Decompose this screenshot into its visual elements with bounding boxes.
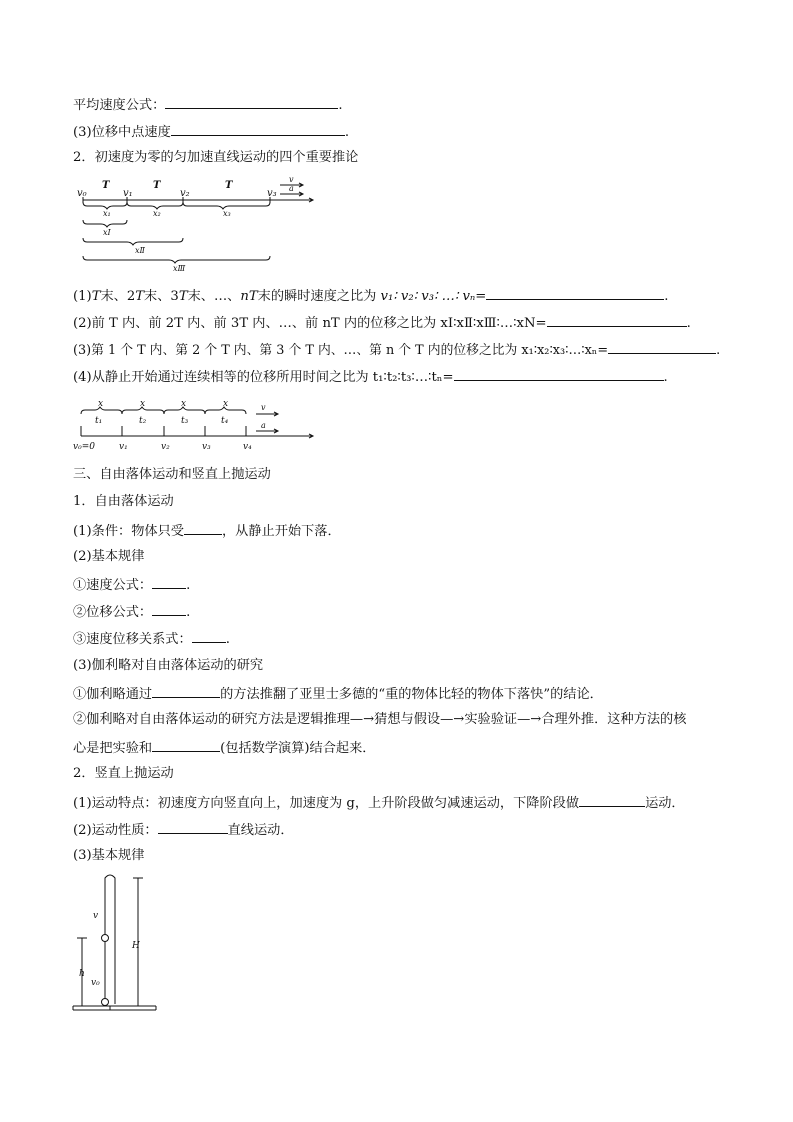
symbol-T: T: [135, 289, 145, 304]
label-v4: v₄: [243, 442, 252, 452]
text: 直线运动．: [227, 823, 294, 838]
label-a: a: [289, 184, 294, 193]
mid-displacement-label: (3)位移中点速度: [73, 125, 171, 140]
answer-blank[interactable]: [152, 683, 220, 698]
inference-4: [73, 366, 668, 388]
answer-blank[interactable]: [152, 601, 186, 616]
label-v2: v₂: [161, 442, 170, 452]
label-v3: v₃: [267, 188, 277, 199]
label-xI: xⅠ: [103, 228, 111, 237]
answer-blank[interactable]: [579, 792, 645, 807]
vertical-throw-nature: [73, 819, 294, 841]
answer-blank[interactable]: [158, 819, 228, 834]
uniform-acceleration-time-diagram: [75, 176, 325, 276]
period: .: [225, 632, 230, 647]
symbol-nT: nT: [240, 289, 258, 304]
text: 末、2: [100, 289, 136, 304]
inference-2-text: (2)前 T 内、前 2T 内、前 3T 内、…、前 nT 内的位移之比为 xⅠ∶xⅡ∶xⅢ∶…∶xN=: [73, 316, 547, 331]
label-t3: t₃: [181, 416, 189, 426]
label-x: x: [98, 399, 104, 409]
text: 末的瞬时速度之比为: [257, 289, 381, 304]
period: .: [186, 578, 191, 593]
basic-laws-heading: (2)基本规律: [73, 549, 145, 564]
text: (1)运动特点：初速度方向竖直向上，加速度为 g，上升阶段做匀减速运动，下降阶段做: [73, 796, 580, 811]
label-t4: t₄: [221, 416, 229, 426]
galileo-item-1: [73, 683, 603, 705]
mid-displacement-line: [73, 121, 349, 143]
label-xIII: xⅢ: [173, 264, 186, 273]
period: .: [186, 605, 191, 620]
label-v: v: [289, 176, 294, 184]
text: 的方法推翻了亚里士多德的“重的物体比轻的物体下落快”的结论．: [220, 687, 603, 702]
answer-blank[interactable]: [152, 574, 186, 589]
label-x2: x₂: [153, 209, 161, 218]
text: 心是把实验和: [73, 741, 153, 756]
answer-blank[interactable]: [608, 339, 716, 354]
label-H: H: [132, 941, 140, 951]
label-v: v: [93, 911, 99, 921]
equal-displacement-time-diagram: [73, 396, 323, 454]
inference-3: [73, 339, 720, 361]
label-v1: v₁: [123, 188, 133, 199]
text: ①速度公式：: [73, 578, 153, 593]
subsection-free-fall: 1．自由落体运动: [73, 494, 174, 509]
label-T: T: [153, 180, 161, 191]
avg-speed-label: 平均速度公式：: [73, 98, 166, 113]
label-xII: xⅡ: [135, 246, 145, 255]
free-fall-condition: [73, 520, 341, 542]
label-v: v: [261, 403, 266, 412]
text: ①伽利略通过: [73, 687, 153, 702]
subsection-vertical-throw: 2．竖直上抛运动: [73, 766, 174, 781]
vertical-throw-features: [73, 792, 685, 814]
label-v2: v₂: [180, 188, 190, 199]
text: ②位移公式：: [73, 605, 153, 620]
inference-4-text: (4)从静止开始通过连续相等的位移所用时间之比为 t₁∶t₂∶t₃∶…∶tₙ=: [73, 370, 454, 385]
label-v0: v₀: [91, 978, 100, 988]
period: .: [663, 370, 668, 385]
answer-blank[interactable]: [454, 366, 664, 381]
velocity-formula: [73, 574, 190, 596]
label-x3: x₃: [223, 209, 231, 218]
text: 运动．: [645, 796, 685, 811]
section-three-title: 三、自由落体运动和竖直上抛运动: [73, 467, 271, 482]
inference-3-text: (3)第 1 个 T 内、第 2 个 T 内、第 3 个 T 内、…、第 n 个 T 内的位移之比为 x₁∶x₂∶x₃∶…∶xₙ=: [73, 343, 609, 358]
period: .: [686, 316, 691, 331]
velocity-ratio: v₁∶ v₂∶ v₃∶ …∶ vₙ=: [380, 289, 487, 304]
label-v0: v₀: [77, 188, 87, 199]
answer-blank[interactable]: [152, 737, 220, 752]
label-T: T: [102, 180, 110, 191]
inference-2: [73, 312, 691, 334]
label-v1: v₁: [119, 442, 128, 452]
text: 末、3: [144, 289, 179, 304]
label-v3: v₃: [202, 442, 211, 452]
label-x: x: [223, 399, 229, 409]
answer-blank[interactable]: [165, 94, 338, 109]
vertical-throw-laws: (3)基本规律: [73, 848, 145, 863]
period: .: [716, 343, 721, 358]
label-t1: t₁: [95, 416, 103, 426]
text: (1)条件：物体只受: [73, 524, 184, 539]
label-h: h: [79, 969, 85, 979]
period: .: [344, 125, 350, 140]
answer-blank[interactable]: [547, 312, 687, 327]
label-v0: v₀=0: [73, 442, 95, 452]
item-number: (1): [73, 289, 92, 304]
answer-blank[interactable]: [184, 520, 222, 535]
galileo-item-2-cont: [73, 737, 375, 759]
period: .: [664, 289, 669, 304]
text: (包括数学演算)结合起来．: [220, 741, 376, 756]
label-t2: t₂: [139, 416, 147, 426]
text: ③速度位移关系式：: [73, 632, 192, 647]
displacement-formula: [73, 601, 190, 623]
answer-blank[interactable]: [171, 121, 345, 136]
velocity-displacement-formula: [73, 628, 230, 650]
galileo-item-2: ②伽利略对自由落体运动的研究方法是逻辑推理—→猜想与假设—→实验验证—→合理外推．这种方法的核: [73, 712, 687, 727]
inference-1: [73, 285, 669, 307]
label-x1: x₁: [103, 209, 111, 218]
text: (2)运动性质：: [73, 823, 158, 838]
avg-speed-line: [73, 94, 343, 116]
text: 末、…、: [187, 289, 241, 304]
label-T: T: [225, 180, 233, 191]
vertical-throw-diagram: [72, 872, 162, 1014]
section-heading: 2．初速度为零的匀加速直线运动的四个重要推论: [73, 150, 359, 165]
label-x: x: [181, 399, 187, 409]
galileo-heading: (3)伽利略对自由落体运动的研究: [73, 658, 264, 673]
label-a: a: [261, 421, 266, 430]
symbol-T: T: [178, 289, 188, 304]
answer-blank[interactable]: [486, 285, 664, 300]
symbol-T: T: [91, 289, 101, 304]
period: .: [338, 98, 343, 113]
label-x: x: [140, 399, 146, 409]
text: ，从静止开始下落．: [222, 524, 341, 539]
answer-blank[interactable]: [192, 628, 226, 643]
